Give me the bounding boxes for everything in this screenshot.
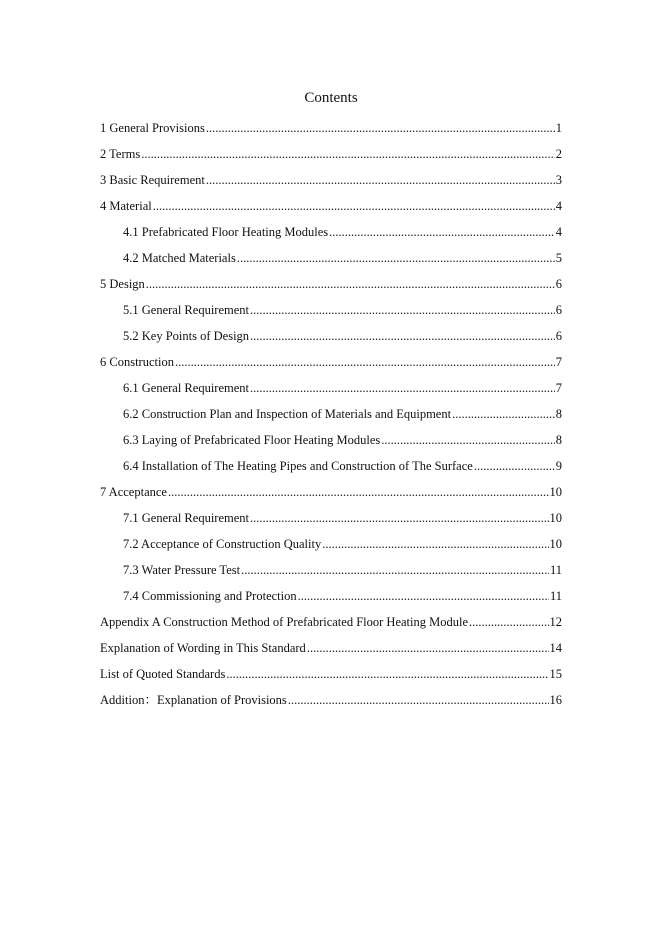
toc-entry-label: 6.4 Installation of The Heating Pipes and Construction of The Surface: [123, 459, 473, 473]
dot-leader: [141, 144, 555, 164]
toc-entry-label: Explanation of Wording in This Standard: [100, 641, 306, 655]
toc-entry[interactable]: [100, 404, 562, 430]
dot-leader: [241, 560, 549, 580]
toc-entry[interactable]: [100, 274, 562, 300]
toc-entry-page: 6: [555, 329, 562, 343]
toc-entry-page: 12: [549, 615, 562, 629]
toc-entry-page: 3: [555, 173, 562, 187]
toc-entry-page: 8: [555, 407, 562, 421]
toc-entry-label: 6.3 Laying of Prefabricated Floor Heating Modules: [123, 433, 381, 447]
toc-entry-page: 10: [549, 511, 562, 525]
dot-leader: [206, 118, 555, 138]
toc-entry-page: 6: [555, 277, 562, 291]
toc-entry[interactable]: [100, 664, 562, 690]
toc-entry[interactable]: [100, 690, 562, 716]
toc-entry-label: 5.1 General Requirement: [123, 303, 249, 317]
toc-title: Contents: [304, 90, 358, 106]
dot-leader: [175, 352, 555, 372]
toc-entry-page: 6: [555, 303, 562, 317]
toc-entry[interactable]: [100, 378, 562, 404]
dot-leader: [153, 196, 555, 216]
toc-entry[interactable]: [100, 170, 562, 196]
dot-leader: [469, 612, 549, 632]
toc-entry-label: 4.1 Prefabricated Floor Heating Modules: [123, 225, 329, 239]
toc-entry[interactable]: [100, 508, 562, 534]
toc-entry-page: 7: [555, 381, 562, 395]
toc-entry[interactable]: [100, 456, 562, 482]
dot-leader: [226, 664, 548, 684]
toc-entry-label: 6 Construction: [100, 355, 174, 369]
toc-entry-page: 11: [549, 589, 562, 603]
toc-entry-label: 7.4 Commissioning and Protection: [123, 589, 297, 603]
toc-entry-label: 7.1 General Requirement: [123, 511, 249, 525]
dot-leader: [250, 378, 555, 398]
dot-leader: [381, 430, 555, 450]
toc-entry-page: 4: [555, 225, 562, 239]
toc-entry-page: 4: [555, 199, 562, 213]
toc-entry[interactable]: [100, 482, 562, 508]
dot-leader: [298, 586, 549, 606]
toc-entry[interactable]: [100, 534, 562, 560]
toc-entry-page: 15: [549, 667, 562, 681]
dot-leader: [146, 274, 555, 294]
toc-entry-page: 10: [549, 537, 562, 551]
toc-entry-label: 3 Basic Requirement: [100, 173, 205, 187]
toc-entry-label: 4.2 Matched Materials: [123, 251, 236, 265]
toc-entry-page: 1: [555, 121, 562, 135]
dot-leader: [168, 482, 549, 502]
dot-leader: [329, 222, 555, 242]
toc-entry-label: 6.1 General Requirement: [123, 381, 249, 395]
toc-entry-label: 7.3 Water Pressure Test: [123, 563, 241, 577]
toc-entry[interactable]: [100, 118, 562, 144]
toc-entry-page: 14: [549, 641, 562, 655]
toc-entry-page: 2: [555, 147, 562, 161]
dot-leader: [474, 456, 555, 476]
dot-leader: [250, 326, 555, 346]
toc-entry-label: List of Quoted Standards: [100, 667, 226, 681]
dot-leader: [237, 248, 555, 268]
toc-entry-label: Appendix A Construction Method of Prefabricated Floor Heating Module: [100, 615, 468, 629]
toc-entry-label: 4 Material: [100, 199, 152, 213]
toc-entry[interactable]: [100, 430, 562, 456]
toc-entry-label: 5.2 Key Points of Design: [123, 329, 250, 343]
toc-entry[interactable]: [100, 300, 562, 326]
toc-entry-label: 7.2 Acceptance of Construction Quality: [123, 537, 322, 551]
toc-entry-page: 11: [549, 563, 562, 577]
toc-entry[interactable]: [100, 326, 562, 352]
toc-entry[interactable]: [100, 352, 562, 378]
dot-leader: [206, 170, 555, 190]
toc-entry[interactable]: [100, 586, 562, 612]
toc-entry[interactable]: [100, 248, 562, 274]
toc-entry-label: 1 General Provisions: [100, 121, 205, 135]
dot-leader: [250, 300, 555, 320]
toc-entry-label: 2 Terms: [100, 147, 141, 161]
toc-entry[interactable]: [100, 144, 562, 170]
toc-entry-label: 7 Acceptance: [100, 485, 167, 499]
toc-entry[interactable]: [100, 196, 562, 222]
toc-entry[interactable]: [100, 222, 562, 248]
toc-entry-label: 5 Design: [100, 277, 145, 291]
dot-leader: [307, 638, 549, 658]
toc-entry[interactable]: [100, 560, 562, 586]
dot-leader: [250, 508, 549, 528]
dot-leader: [452, 404, 555, 424]
toc-entry-page: 10: [549, 485, 562, 499]
toc-entry-page: 9: [555, 459, 562, 473]
toc-entry-page: 16: [549, 693, 562, 707]
toc-entry-page: 5: [555, 251, 562, 265]
toc-entry-label: Addition：Explanation of Provisions: [100, 693, 287, 707]
toc-entry[interactable]: [100, 612, 562, 638]
toc-entry-page: 8: [555, 433, 562, 447]
table-of-contents: [100, 118, 562, 716]
dot-leader: [288, 690, 549, 710]
toc-entry-label: 6.2 Construction Plan and Inspection of Materials and Equipment: [123, 407, 452, 421]
toc-entry-page: 7: [555, 355, 562, 369]
toc-entry[interactable]: [100, 638, 562, 664]
dot-leader: [322, 534, 548, 554]
